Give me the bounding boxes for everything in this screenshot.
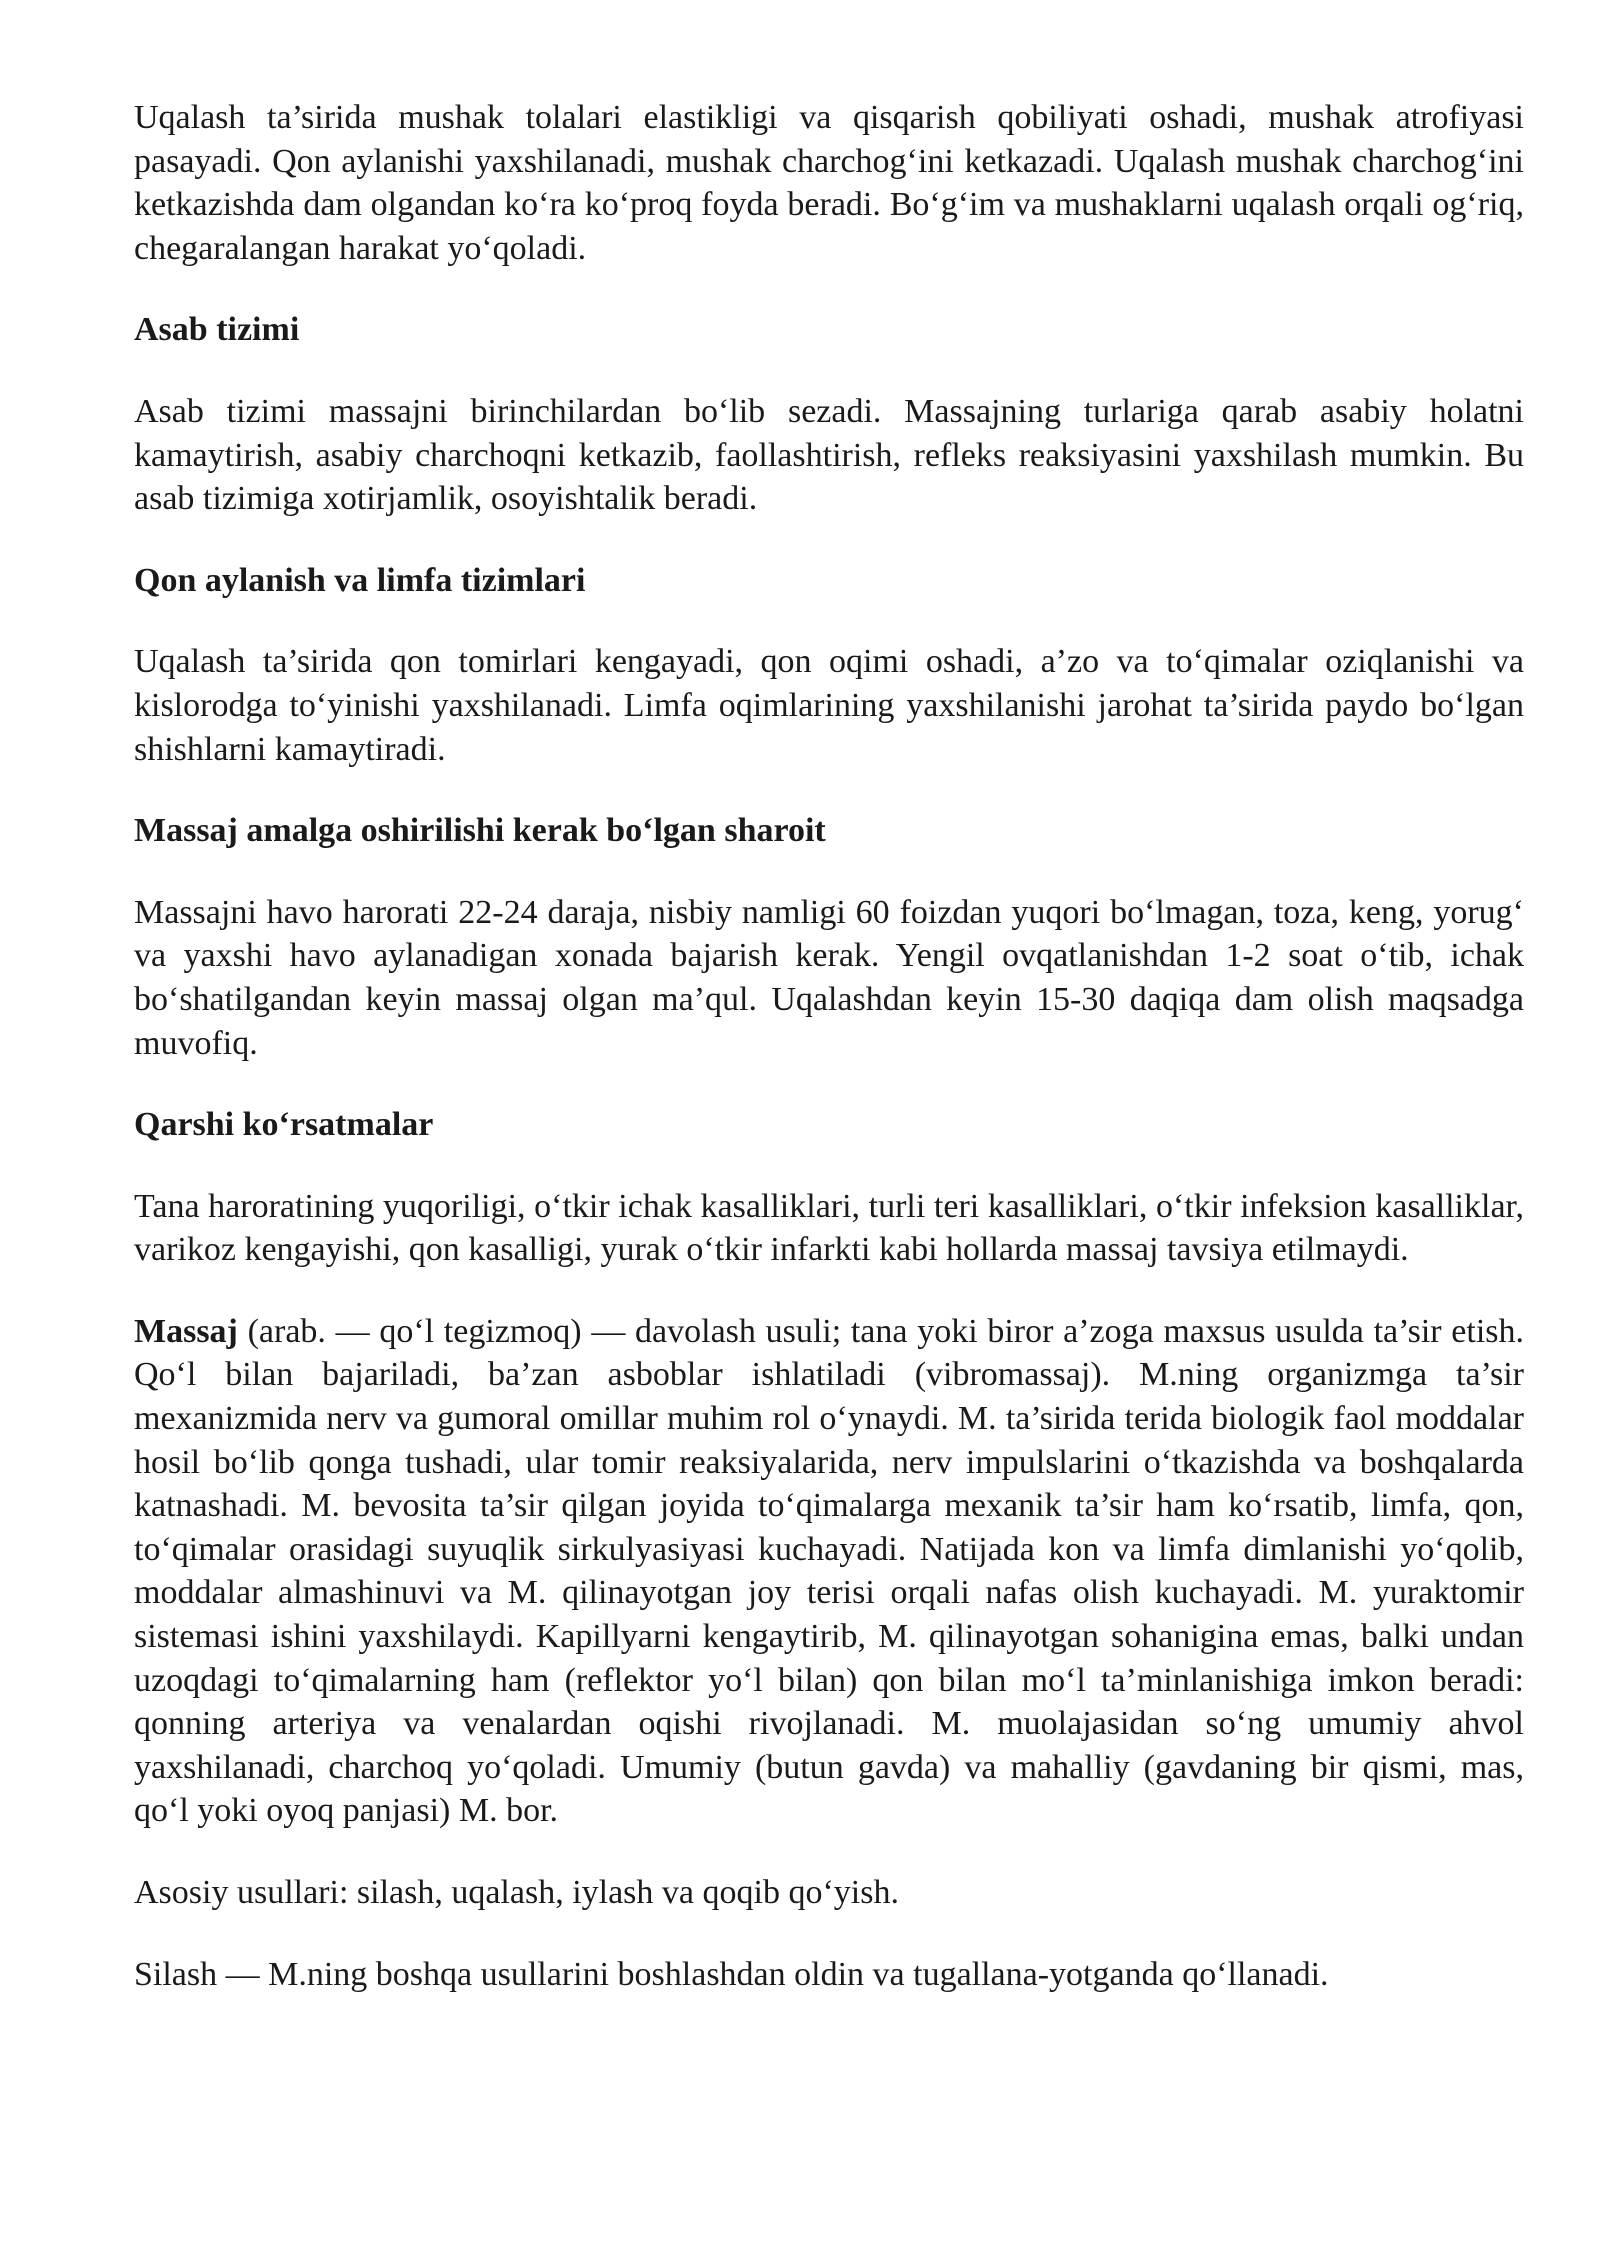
- paragraph-massaj-definition: [134, 1310, 1524, 1833]
- heading-sharoit: Massaj amalga oshirilishi kerak bo‘lgan sharoit: [134, 812, 826, 850]
- paragraph-qon-aylanish: Uqalash ta’sirida qon tomirlari kengayadi, qon oqimi oshadi, a’zo va to‘qimalar oziqlanishi va kislorodga to‘yinishi yaxshilanadi. Limfa oqimlarining yaxshilanishi jarohat ta’sirida paydo bo‘lgan shishlarni kamaytiradi.: [134, 643, 1524, 768]
- paragraph-qarshi-korsatmalar: Tana haroratining yuqoriligi, o‘tkir ichak kasalliklari, turli teri kasalliklari, o‘tkir infeksion kasalliklar, varikoz kengayishi, qon kasalligi, yurak o‘tkir infarkti kabi hollarda massaj tavsiya etilmaydi.: [134, 1187, 1524, 1269]
- paragraph-silash: Silash — M.ning boshqa usullarini boshlashdan oldin va tugallana-yotganda qo‘llanadi.: [134, 1955, 1329, 1993]
- paragraph-asosiy-usullari: Asosiy usullari: silash, uqalash, iylash va qoqib qo‘yish.: [134, 1874, 899, 1911]
- heading-qarshi-korsatmalar: Qarshi ko‘rsatmalar: [134, 1106, 434, 1144]
- term-massaj: Massaj: [134, 1312, 238, 1350]
- heading-asab-tizimi: Asab tizimi: [134, 311, 300, 349]
- heading-qon-aylanish: Qon aylanish va limfa tizimlari: [134, 561, 586, 599]
- paragraph-asab-tizimi: Asab tizimi massajni birinchilardan bo‘lib sezadi. Massajning turlariga qarab asabiy holatni kamaytirish, asabiy charchoqni ketkazib, faollashtirish, refleks reaksiyasini yaxshilash mumkin. Bu asab tizimiga xotirjamlik, osoyishtalik beradi.: [134, 392, 1524, 518]
- document-page: [134, 96, 1524, 2034]
- paragraph-uqalash-effects: Uqalash ta’sirida mushak tolalari elastikligi va qisqarish qobiliyati oshadi, mushak atrofiyasi pasayadi. Qon aylanishi yaxshilanadi, mushak charchog‘ini ketkazadi. Uqalash mushak charchog‘ini ketkazishda dam olgandan ko‘ra ko‘proq foyda beradi. Bo‘g‘im va mushaklarni uqalash orqali og‘riq, chegaralangan harakat yo‘qoladi.: [134, 99, 1524, 267]
- massaj-definition-text: (arab. — qo‘l tegizmoq) — davolash usuli; tana yoki biror a’zoga maxsus usulda ta’sir etish. Qo‘l bilan bajariladi, ba’zan asboblar ishlatiladi (vibromassaj). M.ning organizmga ta’sir mexanizmida nerv va gumoral omillar muhim rol o‘ynaydi. M. ta’sirida terida biologik faol moddalar hosil bo‘lib qonga tushadi, ular tomir reaksiyalarida, nerv impulslarini o‘tkazishda va boshqalarda katnashadi. M. bevosita ta’sir qilgan joyida to‘qimalarga mexanik ta’sir ham ko‘rsatib, limfa, qon, to‘qimalar orasidagi suyuqlik sirkulyasiyasi kuchayadi. Natijada kon va limfa dimlanishi yo‘qolib, moddalar almashinuvi va M. qilinayotgan joy terisi orqali nafas olish kuchayadi. M. yuraktomir sistemasi ishini yaxshilaydi. Kapillyarni kengaytirib, M. qilinayotgan sohanigina emas, balki undan uzoqdagi to‘qimalarning ham (reflektor yo‘l bilan) qon bilan mo‘l ta’minlanishiga imkon beradi: qonning arteriya va venalardan oqishi rivojlanadi. M. muolajasidan so‘ng umumiy ahvol yaxshilanadi, charchoq yo‘qoladi. Umumiy (butun gavda) va mahalliy (gavdaning bir qismi, mas, qo‘l yoki oyoq panjasi) M. bor.: [134, 1312, 1524, 1830]
- paragraph-sharoit: Massajni havo harorati 22-24 daraja, nisbiy namligi 60 foizdan yuqori bo‘lmagan, toza, keng, yorug‘ va yaxshi havo aylanadigan xonada bajarish kerak. Yengil ovqatlanishdan 1-2 soat o‘tib, ichak bo‘shatilgandan keyin massaj olgan ma’qul. Uqalashdan keyin 15-30 daqiqa dam olish maqsadga muvofiq.: [134, 893, 1524, 1062]
